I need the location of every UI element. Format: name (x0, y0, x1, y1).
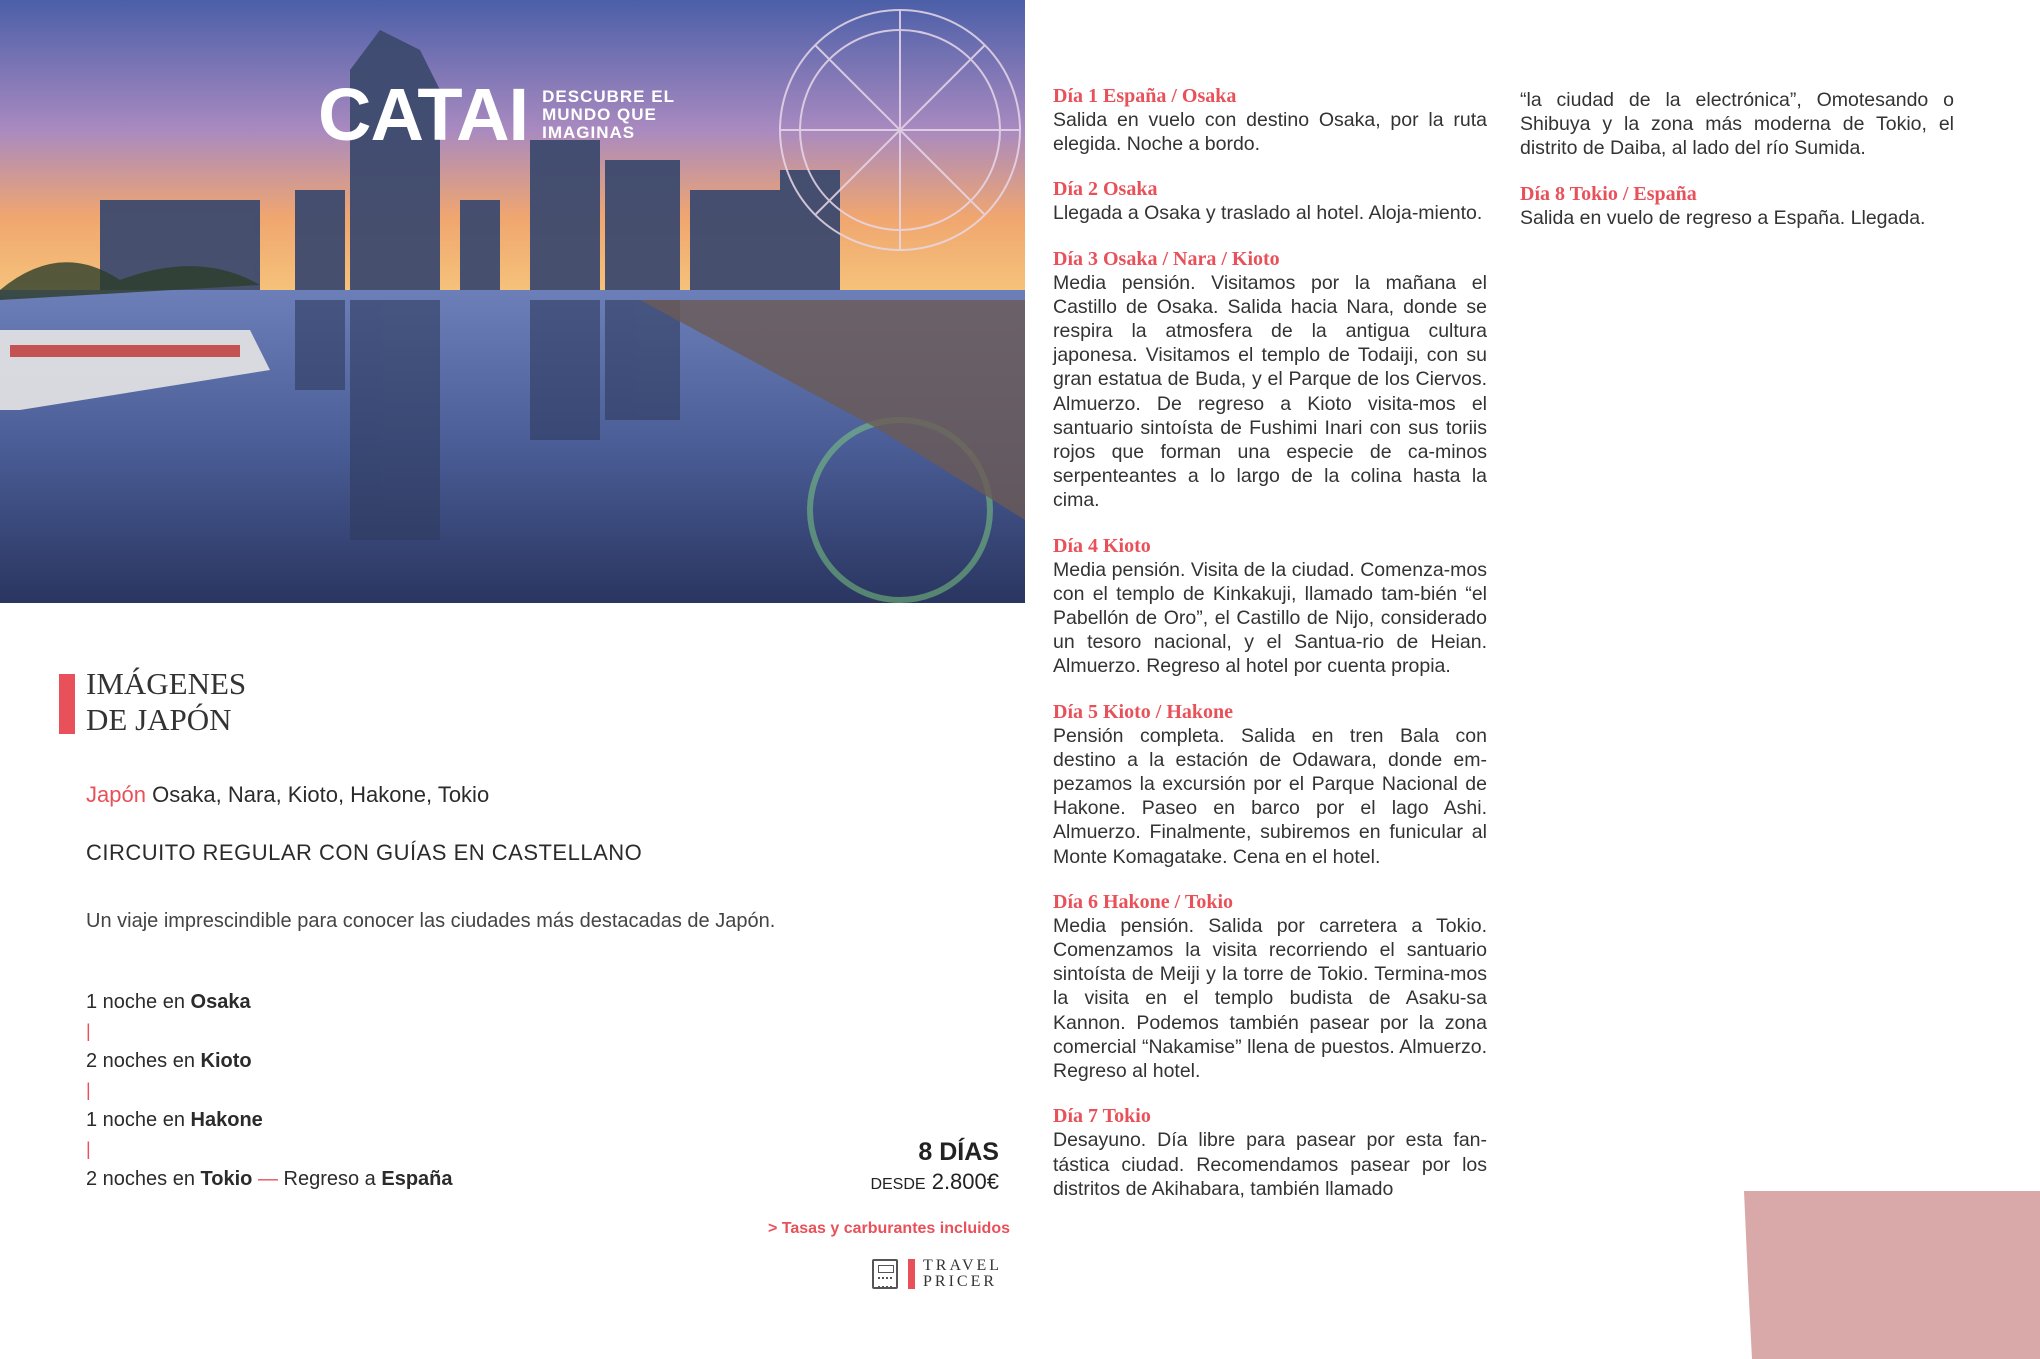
stay-suffix: Regreso a (283, 1168, 376, 1190)
itinerary-column-2 (1520, 84, 1954, 251)
page-tab-shape (1744, 1191, 2040, 1359)
price-from-label: DESDE (870, 1176, 926, 1193)
brand-tagline-line: MUNDO QUE (542, 105, 657, 124)
day-text: Salida en vuelo de regreso a España. Llegada. (1520, 206, 1926, 229)
day-title: Día 8 Tokio / España (1520, 182, 1697, 205)
itinerary-column-1 (1053, 84, 1487, 1222)
pricer-line: PRICER (923, 1273, 998, 1290)
day-title: Día 4 Kioto (1053, 534, 1151, 557)
hero-photo (0, 0, 1025, 603)
day-text: Media pensión. Visita de la ciudad. Comenza-mos con el templo de Kinkakuji, llamado tam-bién “el Pabellón de Oro”, el Castillo de Nijo, considerado un tesoro nacional, y el Santua-rio de Heian. Almuerzo. Regreso al hotel por cuenta propia. (1053, 558, 1487, 678)
day-text: Salida en vuelo con destino Osaka, por la ruta elegida. Noche a bordo. (1053, 109, 1487, 156)
price-block (870, 1138, 999, 1195)
intro-text: Un viaje imprescindible para conocer las ciudades más destacadas de Japón. (86, 910, 776, 932)
stay-city: Kioto (200, 1050, 252, 1072)
trip-title (86, 666, 246, 738)
destinations (86, 782, 489, 808)
stay-item (86, 1049, 453, 1073)
day-text: Llegada a Osaka y traslado al hotel. Aloja-miento. (1053, 202, 1483, 225)
stay-separator: | (86, 1139, 91, 1159)
travel-pricer-logo (872, 1258, 1002, 1290)
taxes-note-link[interactable]: > Tasas y carburantes incluidos (767, 1220, 1010, 1237)
stay-city: Osaka (190, 991, 251, 1013)
day-title: Día 3 Osaka / Nara / Kioto (1053, 247, 1280, 270)
stay-prefix: 1 noche en (86, 1109, 185, 1131)
stay-item (86, 1108, 453, 1132)
pricer-line: TRAVEL (923, 1257, 1003, 1274)
travel-pricer-text (923, 1258, 1002, 1290)
brand-tagline-line: IMAGINAS (542, 123, 636, 142)
brand-tagline (542, 88, 675, 142)
country-name: Japón (86, 782, 146, 807)
itinerary-day (1053, 700, 1487, 869)
day-title: Día 1 España / Osaka (1053, 85, 1237, 107)
price-from (870, 1169, 999, 1195)
itinerary-day (1053, 534, 1487, 679)
stay-prefix: 1 noche en (86, 991, 185, 1013)
calculator-icon (872, 1259, 898, 1289)
day-text-continuation: “la ciudad de la electrónica”, Omotesando o Shibuya y la zona más moderna de Tokio, el distrito de Daiba, al lado del río Sumida. (1520, 89, 1954, 160)
itinerary-day (1520, 182, 1954, 230)
day-title: Día 6 Hakone / Tokio (1053, 890, 1234, 913)
trip-duration: 8 DÍAS (918, 1138, 999, 1166)
itinerary-day (1053, 890, 1487, 1083)
stays-list (86, 990, 453, 1191)
price-amount: 2.800€ (931, 1169, 999, 1194)
day-text: Media pensión. Salida por carretera a Tokio. Comenzamos la visita recorriendo el santuario sintoísta de Meiji y la torre de Tokio. Termina-mos la visita en el templo budista de Asaku-sa Kannon. Podemos también pasear por la zona comercial “Nakamise” llena de puestos. Almuerzo. Regreso al hotel. (1053, 914, 1487, 1083)
stay-separator: | (86, 1080, 91, 1100)
trip-title-line: IMÁGENES (86, 666, 247, 701)
brand-name: CATAI (318, 73, 529, 156)
dash-separator: — (257, 1168, 278, 1190)
day-text: Desayuno. Día libre para pasear por esta fan-tástica ciudad. Recomendamos pasear por los distritos de Akihabara, también llamado (1053, 1129, 1487, 1200)
logo-accent-bar (908, 1259, 915, 1289)
day-title: Día 2 Osaka (1053, 178, 1158, 201)
brand-logo (318, 73, 675, 156)
day-text: Pensión completa. Salida en tren Bala con destino a la estación de Odawara, donde em-pezamos la excursión por el Parque Nacional de Hakone. Paseo en barco por el lago Ashi. Almuerzo. Finalmente, subiremos en funicular al Monte Komagatake. Cena en el hotel. (1053, 724, 1487, 868)
day-title: Día 7 Tokio (1053, 1105, 1151, 1128)
stay-city: Tokio (200, 1168, 253, 1190)
title-accent-bar (59, 674, 75, 734)
stay-separator: | (86, 1021, 91, 1041)
stay-prefix: 2 noches en (86, 1168, 195, 1190)
trip-title-line: DE JAPÓN (86, 702, 232, 737)
stay-prefix: 2 noches en (86, 1050, 195, 1072)
day-text: Media pensión. Visitamos por la mañana el Castillo de Osaka. Salida hacia Nara, donde se respira la atmosfera de la antigua cultura japonesa. Visitamos el templo de Todaiji, con su gran estatua de Buda, y el Parque de los Ciervos. Almuerzo. De regreso a Kioto visita-mos el santuario sintoísta de Fushimi Inari con sus toriis rojos que forman una especie de ca-minos serpenteantes a lo largo de la colina hasta la cima. (1053, 271, 1487, 512)
brand-tagline-line: DESCUBRE EL (542, 87, 675, 106)
stay-item (86, 990, 453, 1014)
itinerary-day (1053, 1104, 1487, 1201)
stay-city: Hakone (190, 1109, 263, 1131)
itinerary-day (1053, 177, 1487, 225)
itinerary-day (1053, 84, 1487, 156)
stay-item (86, 1167, 453, 1191)
itinerary-day (1053, 247, 1487, 513)
day-title: Día 5 Kioto / Hakone (1053, 700, 1234, 723)
city-list: Osaka, Nara, Kioto, Hakone, Tokio (152, 782, 490, 807)
tour-type: CIRCUITO REGULAR CON GUÍAS EN CASTELLANO (86, 840, 643, 865)
stay-suffix-city: España (381, 1168, 453, 1190)
